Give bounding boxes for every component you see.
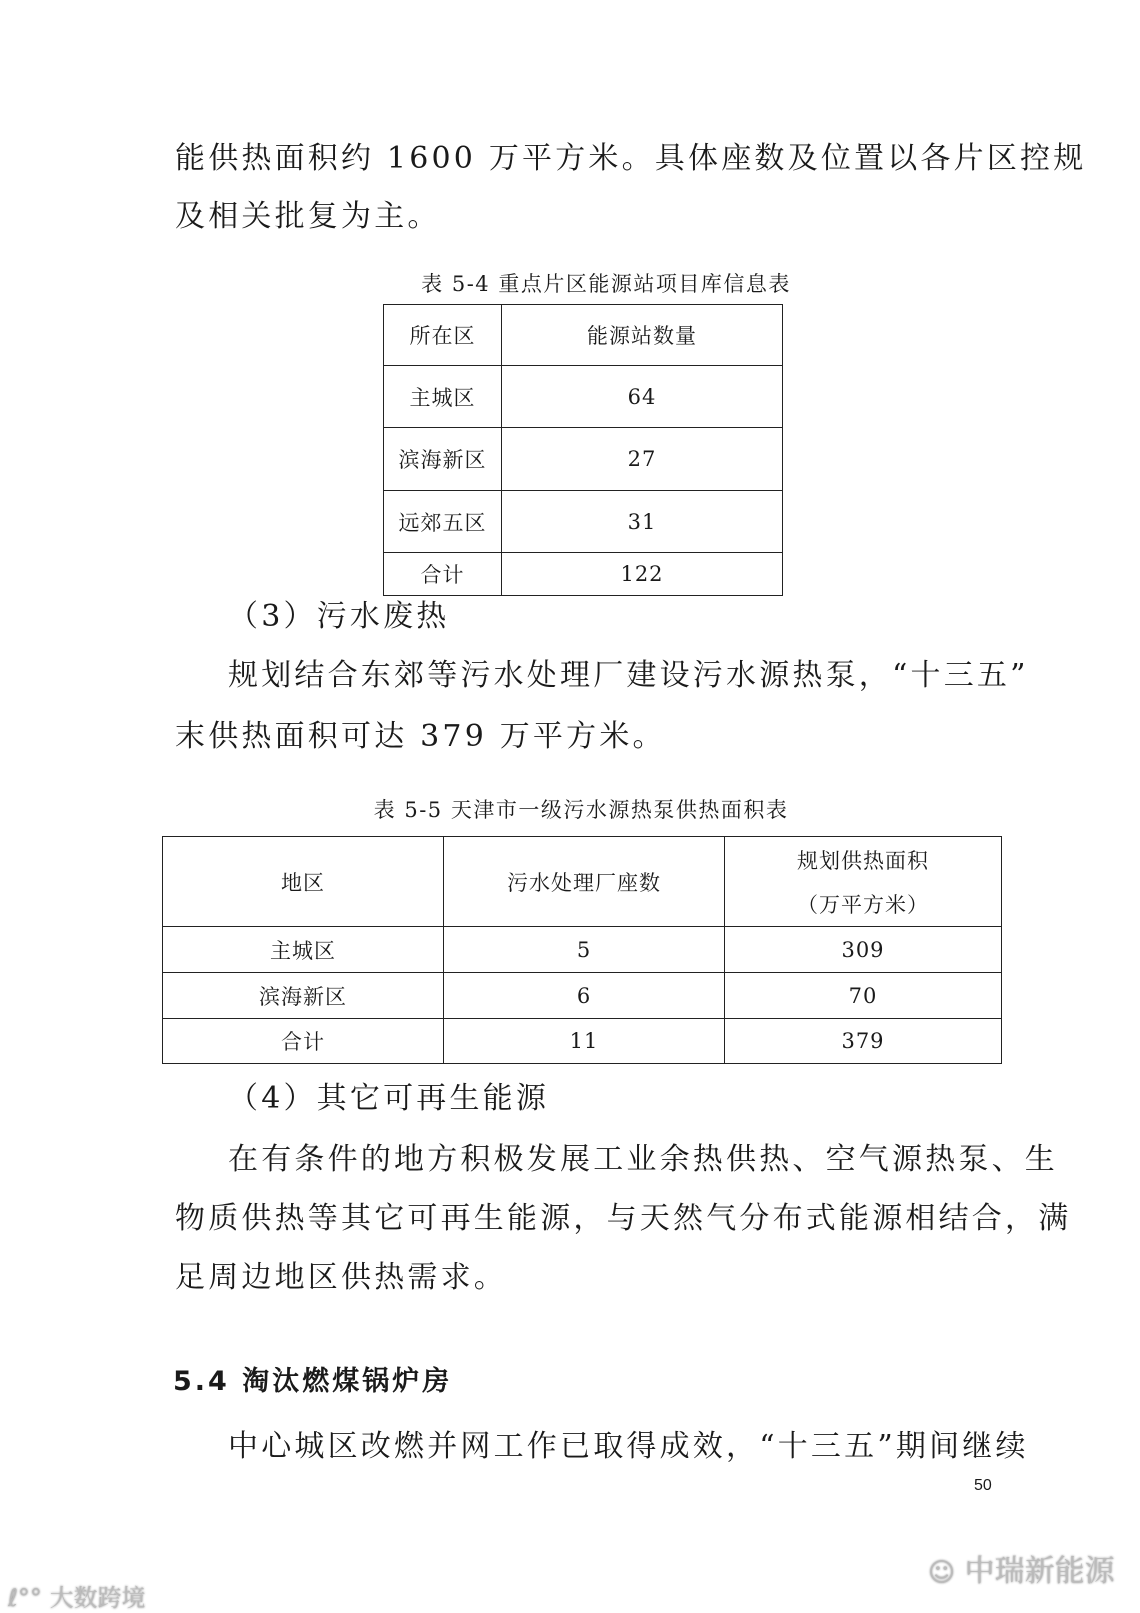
table2-header: 地区: [163, 837, 444, 927]
table1-caption: 表 5-4 重点片区能源站项目库信息表: [421, 272, 791, 296]
table-row: [163, 973, 1002, 1019]
paragraph-line: 规划结合东郊等污水处理厂建设污水源热泵，“十三五”: [228, 658, 1029, 693]
header-line: 规划供热面积: [797, 848, 929, 873]
table-cell: 122: [502, 553, 783, 596]
table-cell: 6: [444, 973, 725, 1019]
subheading: （4）其它可再生能源: [228, 1081, 550, 1116]
page-number: 50: [974, 1477, 992, 1494]
paragraph-line: 中心城区改燃并网工作已取得成效，“十三五”期间继续: [228, 1429, 1029, 1464]
paragraph-line: 在有条件的地方积极发展工业余热供热、空气源热泵、生: [228, 1142, 1058, 1177]
section-heading: 5.4 淘汰燃煤锅炉房: [173, 1366, 453, 1397]
paragraph-line: 物质供热等其它可再生能源，与天然气分布式能源相结合，满: [175, 1201, 1072, 1236]
table-cell: 31: [502, 491, 783, 553]
table-cell: 滨海新区: [163, 973, 444, 1019]
header-unit: （万平方米）: [797, 892, 929, 917]
table-cell: 64: [502, 366, 783, 428]
table-cell: 70: [725, 973, 1002, 1019]
table-row: [163, 927, 1002, 973]
table-cell: 379: [725, 1019, 1002, 1064]
subheading: （3）污水废热: [228, 599, 450, 634]
table2-caption: 表 5-5 天津市一级污水源热泵供热面积表: [373, 798, 789, 822]
table-cell: 滨海新区: [384, 428, 502, 491]
table1-header: 所在区: [384, 305, 502, 366]
table-cell: 合计: [163, 1019, 444, 1064]
table1-header: 能源站数量: [502, 305, 783, 366]
table-cell: 5: [444, 927, 725, 973]
table-cell: 309: [725, 927, 1002, 973]
wechat-icon: ☺: [928, 1558, 956, 1588]
table-cell: 合计: [384, 553, 502, 596]
table-row: [384, 366, 783, 428]
table2: [162, 836, 1002, 1064]
table-row: [384, 553, 783, 596]
paragraph-line: 能供热面积约 1600 万平方米。具体座数及位置以各片区控规: [175, 141, 1087, 176]
table-cell: 27: [502, 428, 783, 491]
table-cell: 主城区: [384, 366, 502, 428]
paragraph-line: 足周边地区供热需求。: [175, 1260, 507, 1295]
table-row: [384, 491, 783, 553]
watermark-left: [8, 1578, 146, 1613]
watermark-right: [928, 1546, 1115, 1590]
table-cell: 11: [444, 1019, 725, 1064]
watermark-text: 中瑞新能源: [964, 1554, 1115, 1589]
paragraph-line: 及相关批复为主。: [175, 199, 441, 234]
table2-header: 污水处理厂座数: [444, 837, 725, 927]
logo-icon: ℓ°°: [8, 1584, 42, 1612]
table2-header: [725, 837, 1002, 927]
table-row: [163, 1019, 1002, 1064]
table-cell: 主城区: [163, 927, 444, 973]
table1: [383, 304, 783, 596]
table-row: [384, 428, 783, 491]
paragraph-line: 末供热面积可达 379 万平方米。: [175, 719, 666, 754]
watermark-text: 大数跨境: [49, 1584, 146, 1612]
table-cell: 远郊五区: [384, 491, 502, 553]
